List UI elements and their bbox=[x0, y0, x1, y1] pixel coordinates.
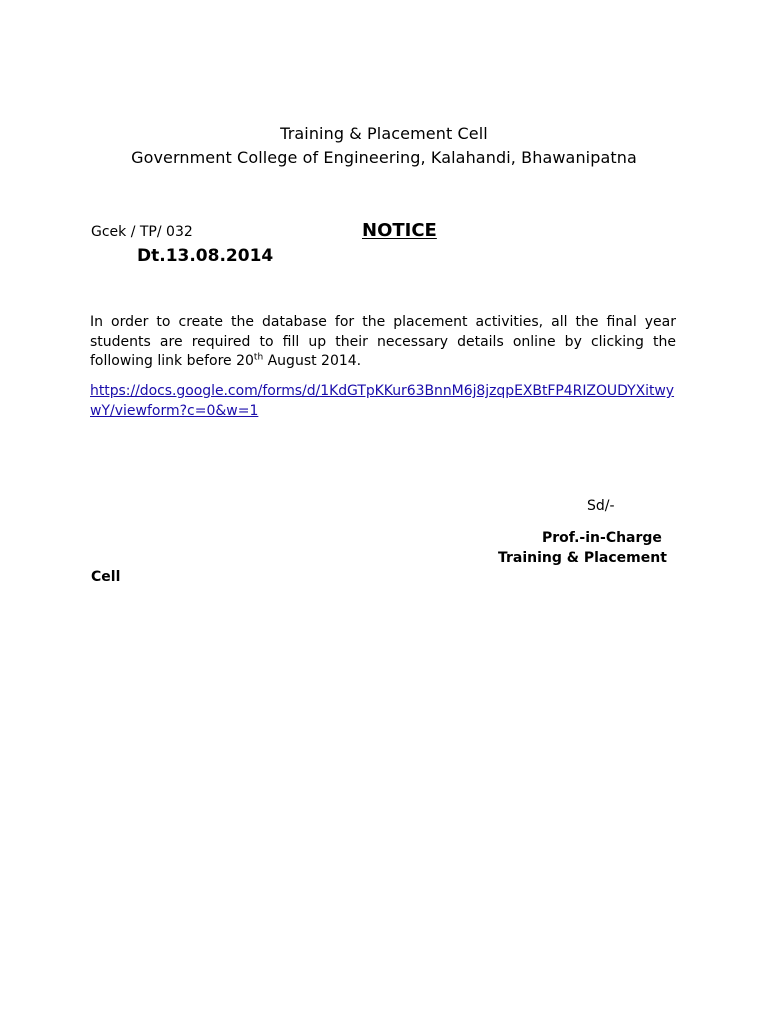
college-name: Government College of Engineering, Kalahandi, Bhawanipatna bbox=[131, 148, 637, 167]
signatory-title: Prof.-in-Charge bbox=[542, 530, 662, 546]
notice-body bbox=[90, 313, 676, 372]
form-link-continued[interactable]: wY/viewform?c=0&w=1 bbox=[90, 403, 259, 419]
notice-heading: NOTICE bbox=[362, 220, 437, 241]
body-text-superscript: th bbox=[253, 352, 264, 363]
signatory-department-continued: Cell bbox=[91, 569, 121, 585]
signatory-department: Training & Placement bbox=[498, 550, 667, 566]
notice-date: Dt.13.08.2014 bbox=[137, 246, 274, 266]
form-link[interactable]: https://docs.google.com/forms/d/1KdGTpKKur63BnnM6j8jzqpEXBtFP4RIZOUDYXitwy bbox=[90, 383, 675, 399]
body-text-main: In order to create the database for the placement activities, all the final year students are required to fill up their necessary details online by clicking the following link before 20 bbox=[90, 314, 676, 369]
cell-title: Training & Placement Cell bbox=[280, 124, 488, 143]
body-text-end: August 2014. bbox=[263, 353, 362, 369]
signature-mark: Sd/- bbox=[587, 498, 615, 514]
reference-number: Gcek / TP/ 032 bbox=[91, 224, 193, 240]
